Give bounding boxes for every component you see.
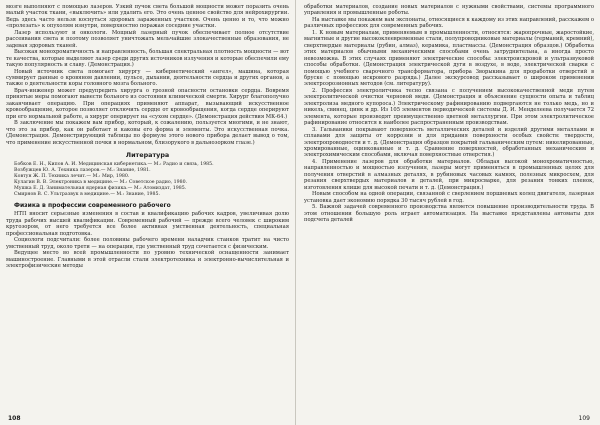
paragraph: Ведущее место во всей промышленности по уровню технической оснащенности занимает машиностроение. Главными в этой отрасли стали электротехника и электронно-вычислительная и электрофизические методы <box>6 250 289 270</box>
paragraph: Лазер используют и онкологи. Мощный лазерный пучок обеспечивает полное отсутствие рассеивания света и поэтому позволяет уничтожать мельчайшие злокачественные образования, не задевая здоровых тканей. <box>6 29 289 49</box>
literature-entry: Мушка Е. Д. Занимательная ядерная физика.— М.: Атомиздат, 1985. <box>14 185 187 191</box>
paragraph: Социологи подсчитали: более половины рабочего времени наладчик станков тратит на чисто умственный труд, около трети — на операции, где умственный труд сочетается с физическим. <box>6 237 289 250</box>
paragraph: 1. К новым материалам, применяемым в промышленности, относятся: жаропрочные, жаростойкие, магнитные и другие высококлеевременные стали, полупроводниковые материалы (германий, кремний), сверхтвердые материалы (рубин, алмаз), керамика, пластмассы. (Демонстрация образцов.) Обработка этих материалов обычными механическими способами очень затруднительна, а иногда просто невозможна. В этих случаях применяют электрические способы: электроискровой и ультразвуковой способы обработки. (Демонстрация электрической дуги в воздухе, в воде, электрической сварки с помощью учебного сварочного трансформатора, прибора Зворыкина для проработки отверстий в бруске с помощью искрового разряда.) Далее экскурсовод рассказывает о широком применении электроэрозионных методов (см. литературу). <box>304 29 594 88</box>
paragraph: 5. Важной задачей современного производства является повышение производительности труда. В этом отношении большую роль играет автоматизация. На выставке представлены автоматы для подсчета деталей <box>304 204 594 223</box>
literature-heading: Литература <box>125 150 170 159</box>
paragraph: 3. Гальваники покрывают поверхность металлических деталей и изделий другими металлами и сплавами для защиты от коррозии и для придания поверхности особых свойств: твердости, электропроводности и т. д. (Демонстрация образцов покрытий гальваническим путем: никелированные, хромированные, оцинкованные и т. д. Сравнение поверхностей, обработанных механическим и электрохимическим способами, включая поверхностные отверстия.) <box>304 126 594 159</box>
section-heading: Физика в профессии современного рабочего <box>14 202 171 210</box>
left-page <box>0 0 296 425</box>
literature-entry: Бобков Е. Н., Кипов А. И. Медицинская кибернетика.— М.: Радио и связь, 1985. <box>14 161 214 167</box>
paragraph: В заключение мы покажем вам прибор, который, к сожалению, пользуется многими, и не знают, что это за прибор, как он работает и каковы его форма и элементы. Это искусственная почка. (Демонстрация. Демонстрирующий таблицы по формуле этого нового прибора делает вывод о том, что применение искусственной почки в нормальном, близорукого в дальнозорком глазе.) <box>6 120 289 146</box>
paragraph: обработки материалов, создание новых материалов с нужными свойствами, системы программного управления и промышленные роботы. <box>304 4 594 17</box>
right-page <box>298 0 600 425</box>
paragraph: Врач-инженер может предупредить хирурга о грозной опасности остановки сердца. Вовремя принятые меры помогают вывести больного из состояния клинической смерти. Хирург благополучно заканчивает операцию. При операциях применяют аппарат, вызывающий искусственное кровообращение, которое позволяет отключить сердце от кровообращения, когда сердце оперируют при его нормальной работе, а хирург оперирует на «сухом сердце». (Демонстрация действия МК-64.) <box>6 87 289 120</box>
paragraph: Новый источник света помогает хирургу — кибернетический «ангел», машина, которая суммирует данные о кровяном давлении, пульсе, дыхании, деятельности сердца и других органов, а также о деятельности коры головного мозга больного. <box>6 68 289 88</box>
paragraph: 4. Применение лазеров для обработки материалов. Обладая высокой монохроматичностью, направленностью и мощностью излучения, лазеры могут применяться в промышленных целях для получения отверстий в алмазных деталях, в рубиновых часовых камнях, полезных микросхем, для резания сверхтвердых материалов и деталей, при микросварке, для резания тонких пленок, изготовления клише для высокой печати и т. д. (Демонстрация.) <box>304 158 594 191</box>
paragraph: Высокая монохроматичность и направленность, большая спектральная плотность мощности — вот те качества, которые выделяют лазер среди других источников излучения и которые обеспечили ему такую популярность и славу. (Демонстрация.) <box>6 49 289 69</box>
literature-entry: Кулагин В. В. Электроника в медицине.— М.: Советское радио, 1980. <box>14 179 188 185</box>
paragraph: Новым способом на одной операции, связанной с сверлением поршневых колец двигателя, лазерная установка дает экономию порядка 30 тысяч рублей в год. <box>304 191 594 204</box>
paragraph: НТП вносит серьезные изменения в состав и квалификацию рабочих кадров, увеличивая долю труда рабочих высшей квалификации. Современный рабочий — прежде всего человек с широким кругозором, от него требуется все более активная умственная деятельность, специальная профессиональная подготовка. <box>6 211 289 237</box>
paragraph: 2. Профессия электролитчика тесно связана с получением высококачественной меди путем электролитической очистки черновой меди. (Демонстрация и объяснение сущности опыта и таблиц электролиза медного купороса.) Электрическому рафинированию подвергаются не только медь, но и никель, свинец, цинк и др. Из 105 элементов периодической системы Д. И. Менделеева получается 72 элемента, которые производят преимущественно цветной металлургии. При этом электролитическое рафинирование относится к наиболее распространенным производствам. <box>304 87 594 127</box>
literature-entry: Ковтун Ж. П. Техника лечит.— М.: Мир, 1980. <box>14 173 130 179</box>
literature-entry: Возбужцев Ю. А. Техника лазеров.— М.: Знание, 1981. <box>14 167 151 173</box>
page-number: 109 <box>578 415 590 422</box>
paragraph: мозге выполняют с помощью лазеров. Узкий пучок света большой мощности может поразить очень малый участок ткани, «выключить» или удалить его. Это очень ценное свойство для нейрохирургии. Ведь здесь часто нельзя коснуться здоровых зараженных участков. Очень ценно и то, что можно «пролезать» к опухолям изнутри, поверхностно поражая соседние участки. <box>6 4 289 30</box>
page-number: 108 <box>8 415 21 422</box>
literature-entry: Смирнов В. С. Ультразвук в медицине.— М.: Знание, 1985. <box>14 191 160 197</box>
paragraph: На выставке мы покажем вам экспонаты, относящиеся к каждому из этих направлений, расскажем о различных профессиях для современных рабочих. <box>304 16 594 30</box>
